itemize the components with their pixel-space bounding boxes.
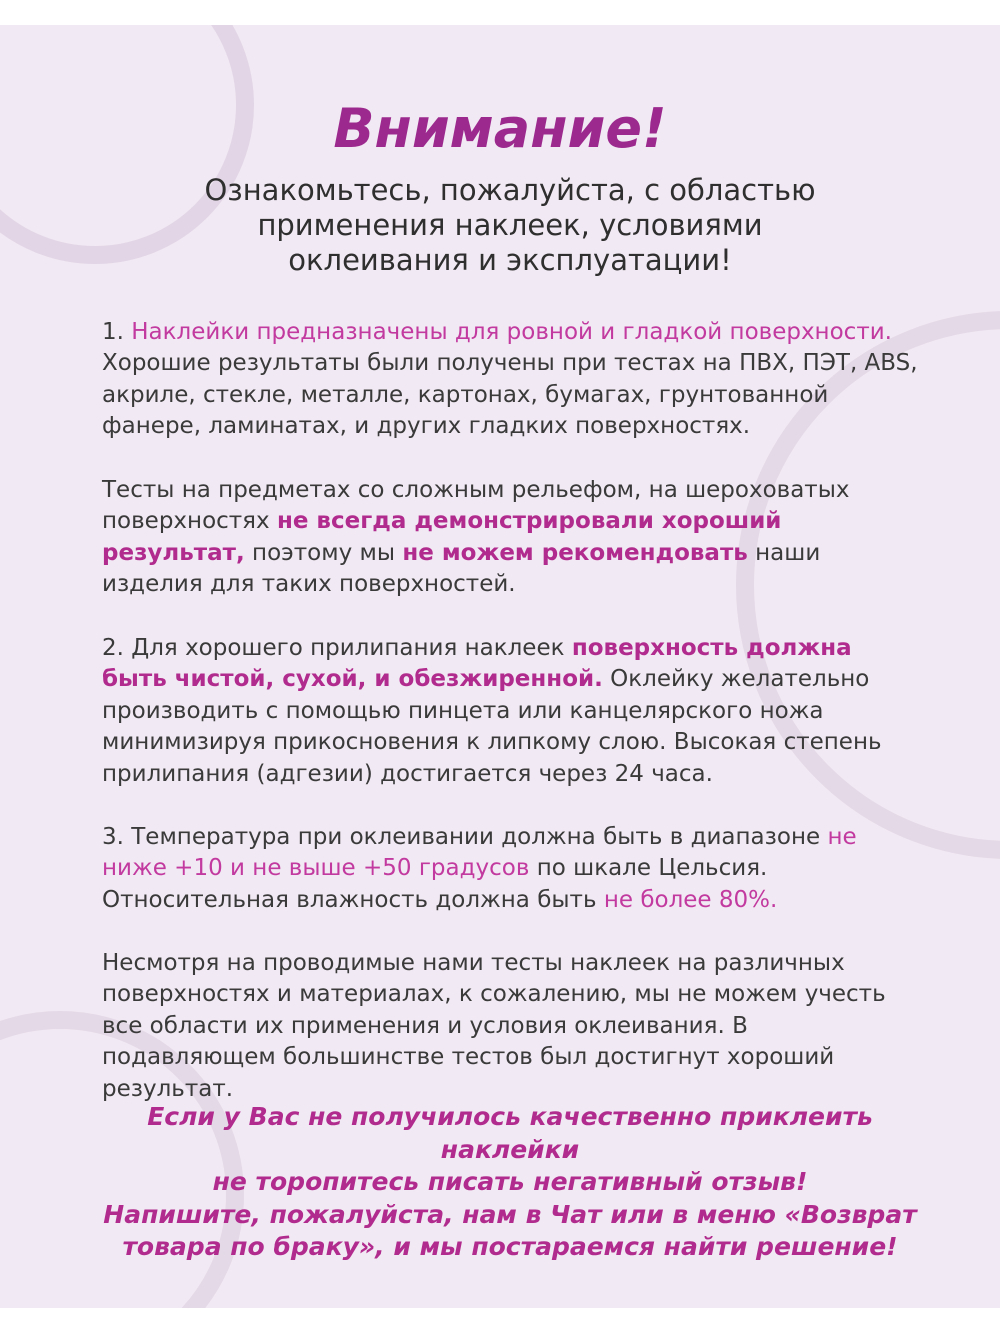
paragraph-text: по шкале Цельсия. Относительная влажность должна быть <box>102 855 768 913</box>
paragraph-text: 3. Температура при оклеивании должна быть в диапазоне <box>102 824 828 850</box>
paragraph-text: Оклейку желательно производить с помощью пинцета или канцелярского ножа минимизируя прикосновения к липкому слою. Высокая степень прилипания (адгезии) достигается через 24 часа. <box>102 666 882 787</box>
appeal-line: Напишите, пожалуйста, нам в Чат или в меню «Возврат <box>103 1199 917 1229</box>
subtitle-line: Ознакомьтесь, пожалуйста, с областью <box>204 173 816 207</box>
subtitle <box>150 173 870 278</box>
appeal-line: не торопитесь писать негативный отзыв! <box>212 1167 808 1196</box>
paragraph-text: поэтому мы <box>244 539 403 566</box>
paragraph-number: 1. <box>102 319 132 345</box>
highlight-text: не можем рекомендовать <box>402 539 748 566</box>
paragraph-text: наши изделия для таких поверхностей. <box>102 539 821 598</box>
paragraph-text: 2. Для хорошего прилипания наклеек <box>102 635 572 661</box>
highlight-text: не ниже +10 и не выше +50 градусов <box>102 824 857 882</box>
paragraph-temperature <box>102 822 922 916</box>
appeal-line: Если у Вас не получилось качественно приклеить наклейки <box>147 1102 873 1164</box>
subtitle-line: оклеивания и эксплуатации! <box>288 243 732 277</box>
paragraph-text: Тесты на предметах со сложным рельефом, на шероховатых поверхностях <box>102 477 850 535</box>
customer-appeal <box>100 1101 920 1264</box>
subtitle-line: применения наклеек, условиями <box>257 208 763 242</box>
notice-card <box>0 25 1000 1308</box>
appeal-line: товара по браку», и мы постараемся найти решение! <box>122 1232 898 1261</box>
paragraph-surface-type <box>102 317 922 443</box>
paragraph-text: Хорошие результаты были получены при тестах на ПВХ, ПЭТ, ABS, акриле, стекле, металле, картонах, бумагах, грунтованной фанере, ламинатах, и других гладких поверхностях. <box>102 350 918 440</box>
highlight-text: Наклейки предназначены для ровной и гладкой поверхности. <box>131 319 892 345</box>
highlight-text: не всегда демонстрировали хороший результат, <box>102 508 782 566</box>
highlight-text: поверхность должна быть чистой, сухой, и обезжиренной. <box>102 635 852 693</box>
paragraph-disclaimer: Несмотря на проводимые нами тесты наклеек на различных поверхностях и материалах, к сожалению, мы не можем учесть все области их применения и условия оклеивания. В подавляющем большинстве тестов был достигнут хороший результат. <box>102 950 886 1102</box>
highlight-text: не более 80%. <box>603 886 778 913</box>
page-title: Внимание! <box>333 97 667 160</box>
notice-content <box>0 25 1000 1308</box>
paragraph-adhesion <box>102 633 922 790</box>
paragraph-rough-surfaces <box>102 475 922 601</box>
